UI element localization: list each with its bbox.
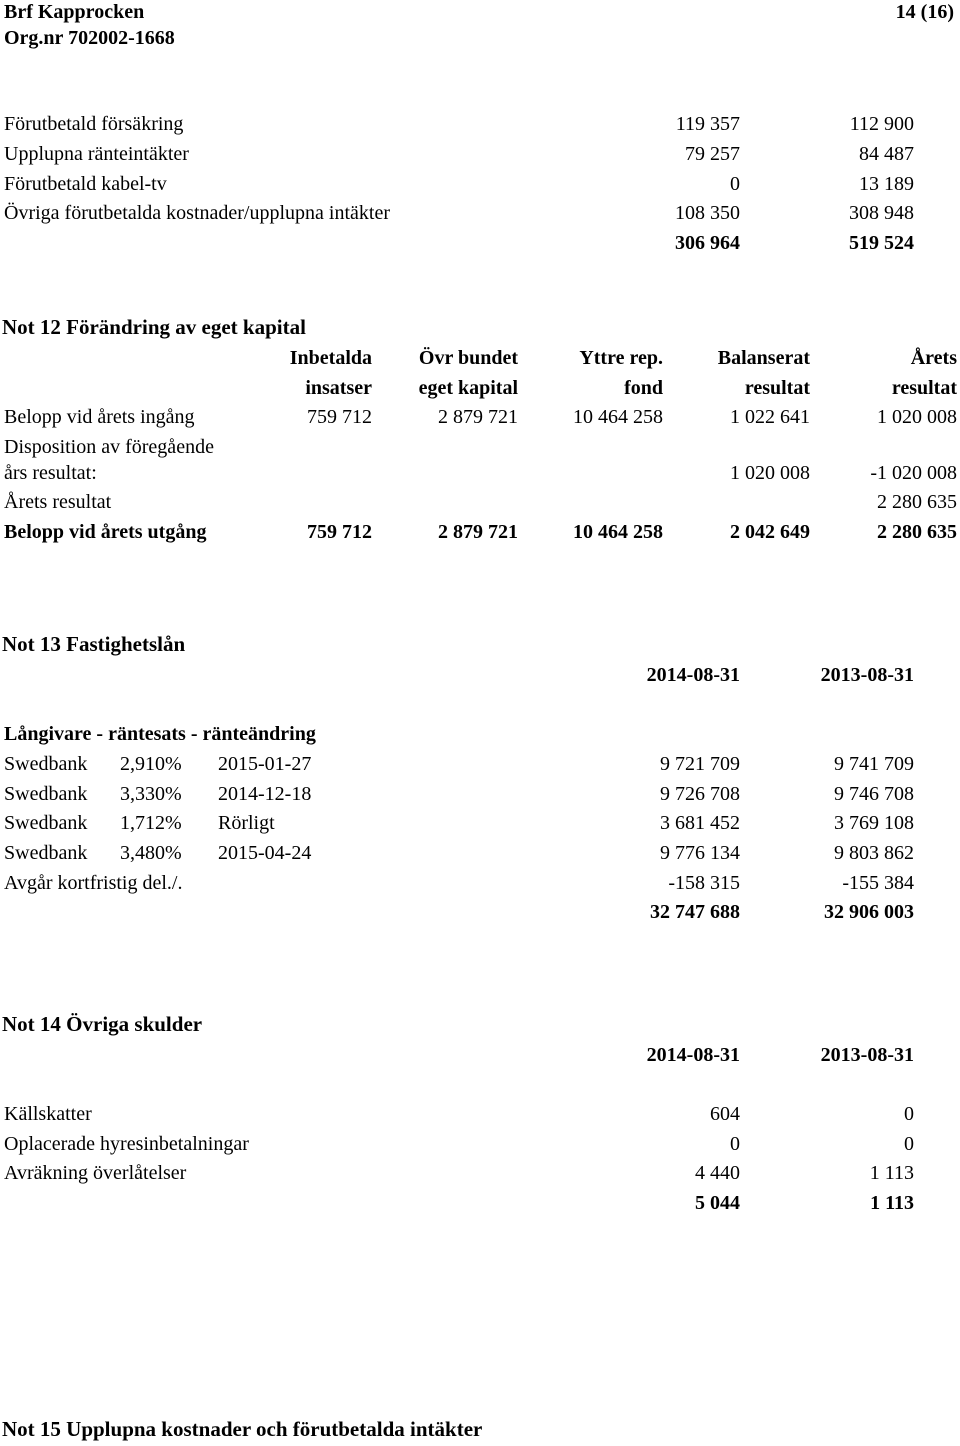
row-label: Belopp vid årets utgång (4, 521, 207, 543)
interest-rate: 3,480% (120, 842, 182, 864)
page-number: 14 (16) (895, 1, 954, 23)
loan-total-2014: 32 747 688 (650, 901, 740, 923)
column-header: Övr bundet (418, 347, 518, 369)
column-header-2014: 2014-08-31 (646, 664, 740, 686)
column-header: Yttre rep. (579, 347, 663, 369)
cell: 2 879 721 (438, 521, 518, 543)
column-header: resultat (744, 377, 810, 399)
value-2013: 0 (904, 1103, 914, 1125)
value-2013: 3 769 108 (834, 812, 914, 834)
interest-rate: 2,910% (120, 753, 182, 775)
row-label: Belopp vid årets ingång (4, 406, 195, 428)
row-label: Disposition av föregående (4, 436, 214, 458)
column-header: Årets (910, 347, 957, 369)
column-header: insatser (305, 377, 372, 399)
loan-total-2013: 32 906 003 (824, 901, 914, 923)
value-2013: 1 113 (869, 1162, 914, 1184)
value-2014: 9 721 709 (660, 753, 740, 775)
row-label: Avgår kortfristig del./. (4, 872, 183, 894)
cell: 10 464 258 (573, 406, 663, 428)
cell: 759 712 (307, 521, 372, 543)
column-header-2013: 2013-08-31 (820, 664, 914, 686)
interest-rate: 1,712% (120, 812, 182, 834)
cell: 2 280 635 (877, 491, 957, 513)
cell: 759 712 (307, 406, 372, 428)
value-2014: 3 681 452 (660, 812, 740, 834)
prepaid-total-2014: 306 964 (675, 232, 740, 254)
cell: 1 020 008 (730, 462, 810, 484)
column-header: resultat (891, 377, 957, 399)
liability-total-2013: 1 113 (870, 1192, 914, 1214)
value-2014: 0 (730, 1133, 740, 1155)
cell: 10 464 258 (573, 521, 663, 543)
row-label: Avräkning överlåtelser (4, 1162, 187, 1184)
prepaid-row-value-2014: 0 (730, 173, 740, 195)
row-label: Källskatter (4, 1103, 92, 1125)
value-2013: 9 803 862 (834, 842, 914, 864)
value-2013: 9 746 708 (834, 783, 914, 805)
row-label: Oplacerade hyresinbetalningar (4, 1133, 249, 1155)
value-2013: 9 741 709 (834, 753, 914, 775)
column-header: Balanserat (717, 347, 810, 369)
note-12-title: Not 12 Förändring av eget kapital (2, 315, 306, 339)
value-2014: 9 726 708 (660, 783, 740, 805)
prepaid-row-label: Övriga förutbetalda kostnader/upplupna intäkter (4, 202, 390, 224)
lender: Swedbank (4, 842, 88, 864)
prepaid-total-2013: 519 524 (849, 232, 914, 254)
column-header: eget kapital (418, 377, 518, 399)
prepaid-row-value-2014: 119 357 (675, 113, 740, 135)
org-number: Org.nr 702002-1668 (4, 27, 175, 49)
prepaid-row-value-2013: 13 189 (859, 173, 914, 195)
cell: 1 020 008 (877, 406, 957, 428)
value-2014: 4 440 (695, 1162, 740, 1184)
column-header-2014: 2014-08-31 (646, 1044, 740, 1066)
prepaid-row-value-2013: 308 948 (849, 202, 914, 224)
row-label: års resultat: (4, 462, 97, 484)
cell: 2 280 635 (877, 521, 957, 543)
cell: 1 022 641 (730, 406, 810, 428)
note-15-title: Not 15 Upplupna kostnader och förutbetalda intäkter (2, 1417, 483, 1441)
rate-change: 2015-04-24 (218, 842, 312, 864)
prepaid-row-value-2013: 84 487 (859, 143, 914, 165)
prepaid-row-label: Upplupna ränteintäkter (4, 143, 189, 165)
liability-total-2014: 5 044 (695, 1192, 740, 1214)
prepaid-row-value-2014: 108 350 (675, 202, 740, 224)
rate-change: 2014-12-18 (218, 783, 312, 805)
column-header-2013: 2013-08-31 (820, 1044, 914, 1066)
prepaid-row-value-2014: 79 257 (685, 143, 740, 165)
prepaid-row-label: Förutbetald försäkring (4, 113, 184, 135)
cell: 2 879 721 (438, 406, 518, 428)
lender: Swedbank (4, 753, 88, 775)
value-2014: -158 315 (668, 872, 740, 894)
cell: 2 042 649 (730, 521, 810, 543)
lender: Swedbank (4, 812, 88, 834)
prepaid-row-value-2013: 112 900 (849, 113, 914, 135)
value-2013: 0 (904, 1133, 914, 1155)
value-2013: -155 384 (842, 872, 914, 894)
note-13-title: Not 13 Fastighetslån (2, 632, 186, 656)
note-14-title: Not 14 Övriga skulder (2, 1012, 203, 1036)
value-2014: 604 (710, 1103, 740, 1125)
column-header: fond (624, 377, 663, 399)
rate-change: 2015-01-27 (218, 753, 312, 775)
cell: -1 020 008 (870, 462, 957, 484)
value-2014: 9 776 134 (660, 842, 740, 864)
row-label: Årets resultat (4, 491, 112, 513)
lender: Swedbank (4, 783, 88, 805)
loan-table-subheader: Långivare - räntesats - ränteändring (4, 723, 316, 745)
interest-rate: 3,330% (120, 783, 182, 805)
prepaid-row-label: Förutbetald kabel-tv (4, 173, 167, 195)
rate-change: Rörligt (218, 812, 275, 834)
column-header: Inbetalda (289, 347, 372, 369)
company-name: Brf Kapprocken (4, 1, 145, 23)
